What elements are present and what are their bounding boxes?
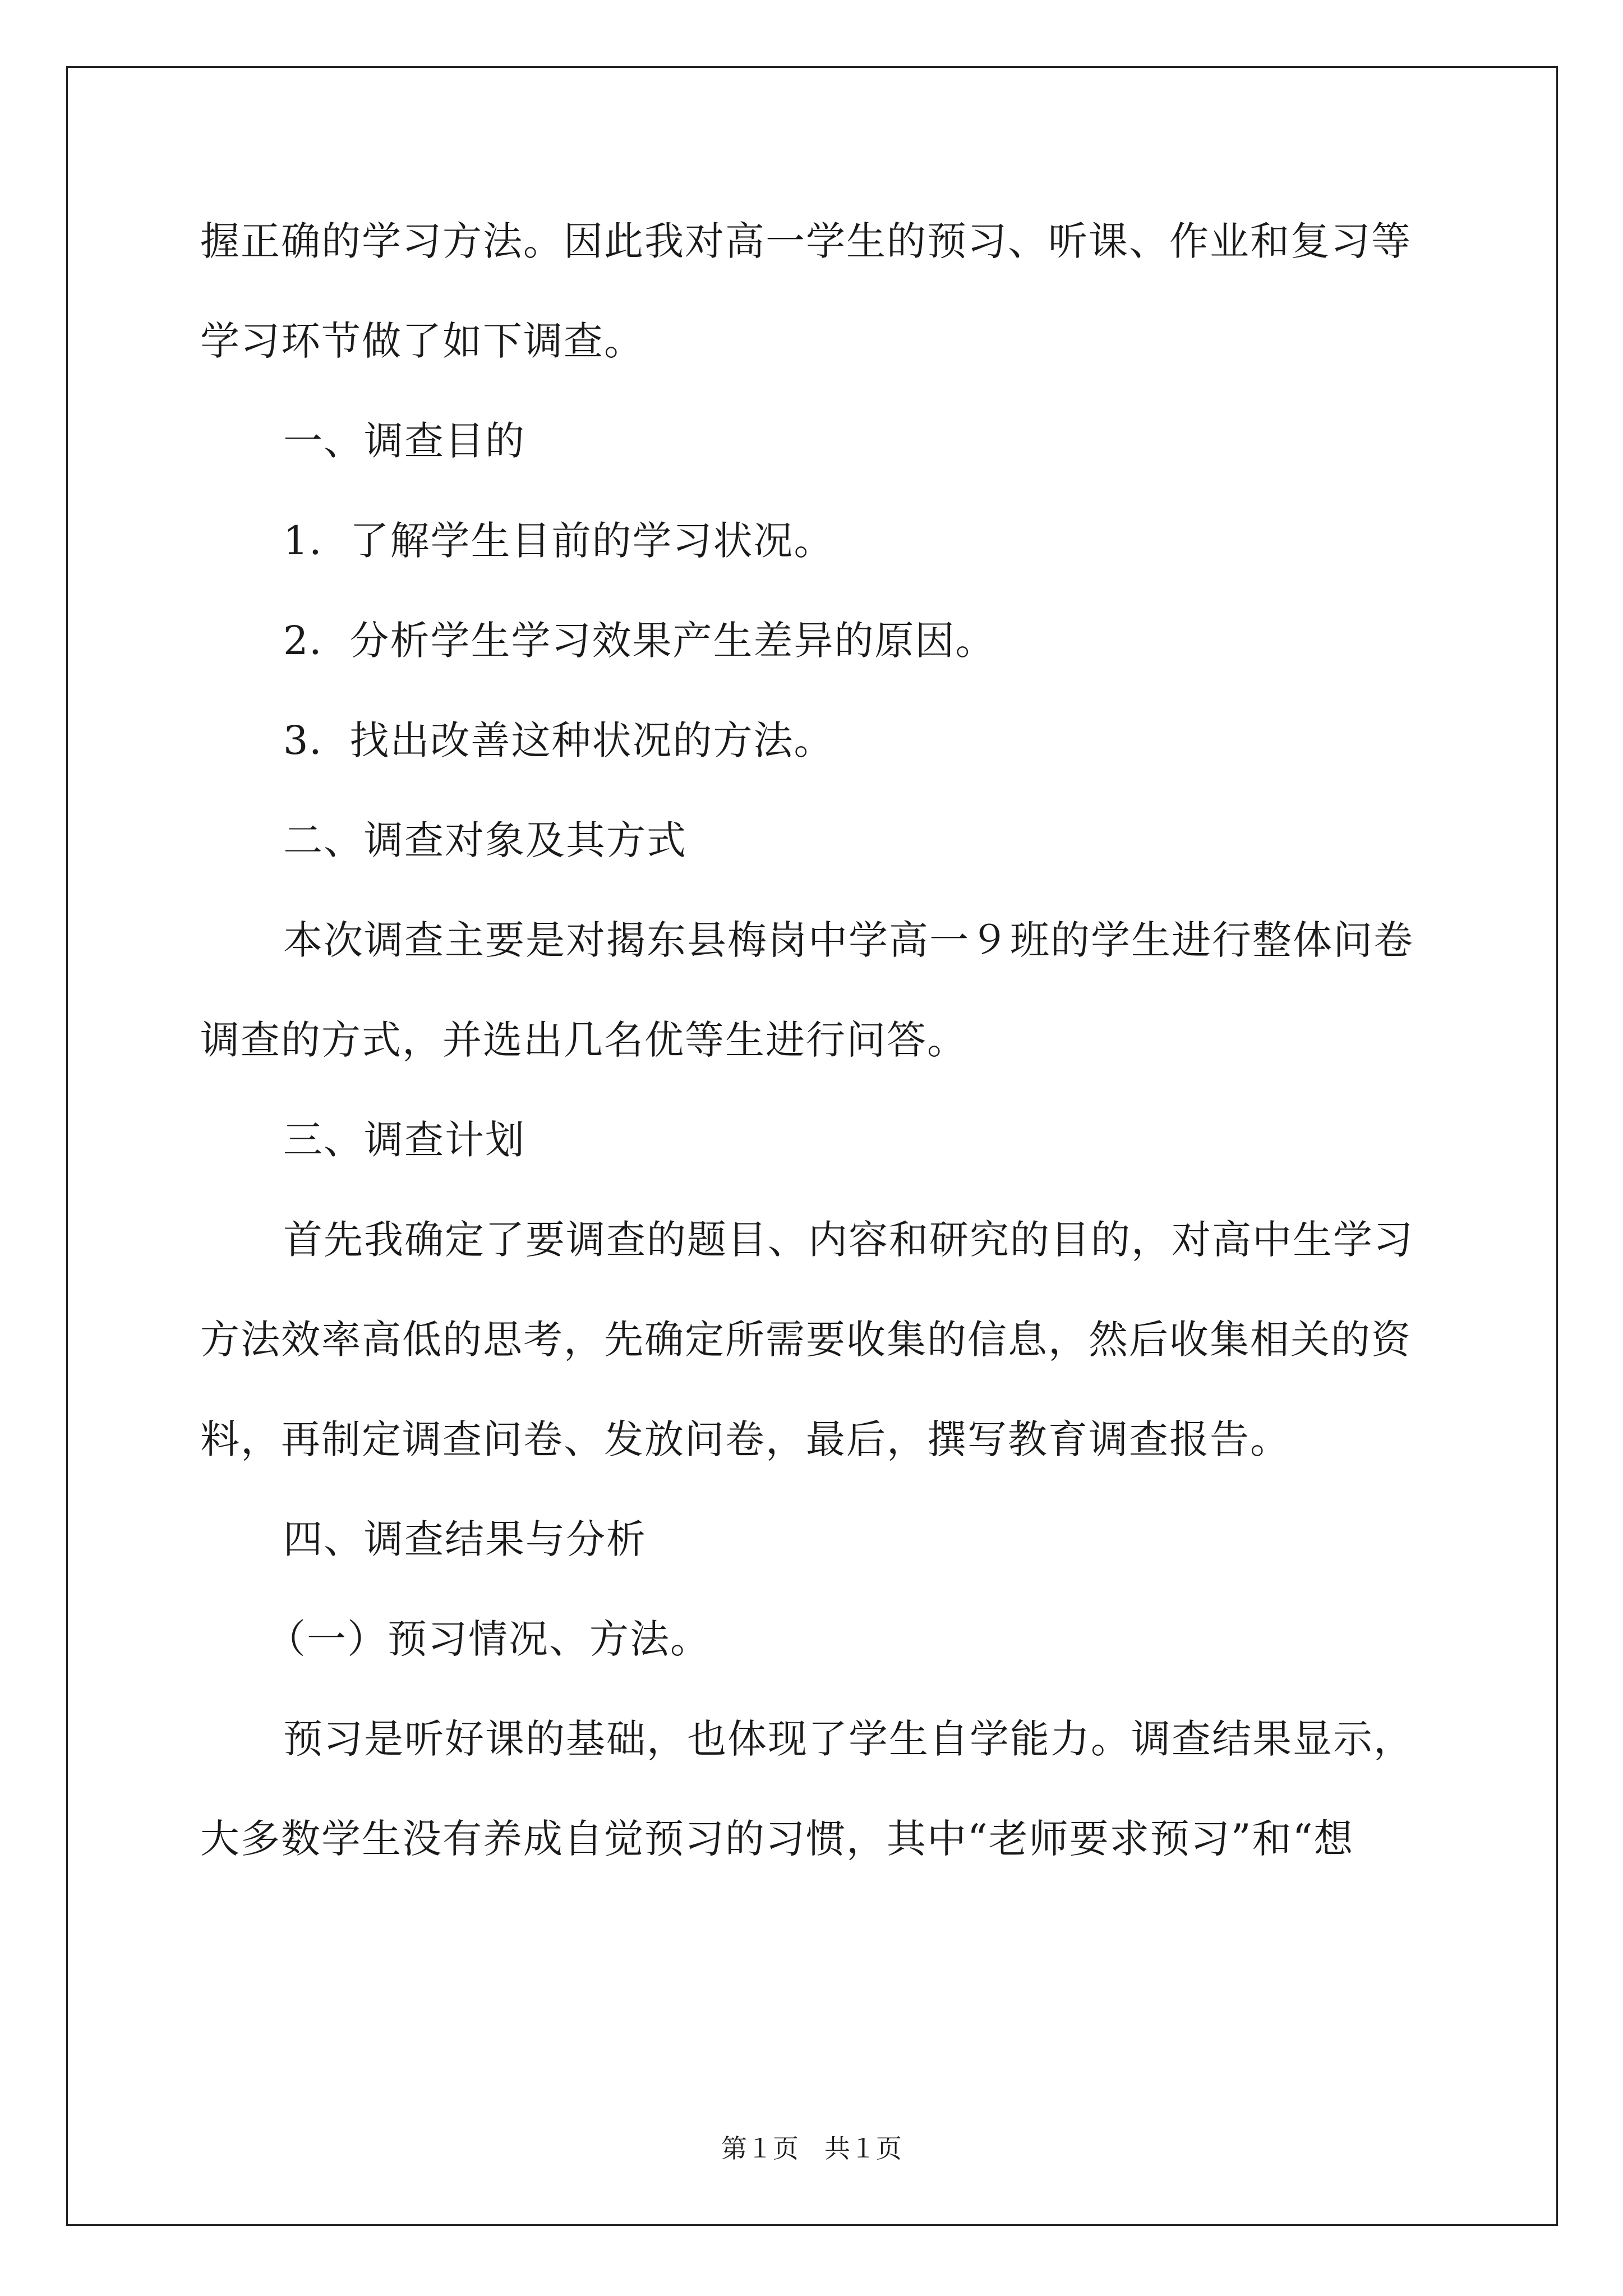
page-number-footer: 第１页 共１页 [721, 2133, 902, 2164]
list-item: 3．找出改善这种状况的方法。 [283, 717, 834, 763]
paragraph-line: 料，再制定调查问卷、发放问卷，最后，撰写教育调查报告。 [200, 1416, 1290, 1462]
subsection-heading: （一）预习情况、方法。 [266, 1616, 711, 1662]
paragraph-line: 方法效率高低的思考，先确定所需要收集的信息，然后收集相关的资 [200, 1317, 1412, 1363]
section-heading: 四、调查结果与分析 [283, 1516, 647, 1562]
paragraph-line: 预习是听好课的基础，也体现了学生自学能力。调查结果显示， [283, 1716, 1414, 1762]
paragraph-line: 本次调查主要是对揭东县梅岗中学高一９班的学生进行整体问卷 [283, 917, 1414, 963]
paragraph-line: 调查的方式，并选出几名优等生进行问答。 [200, 1017, 967, 1063]
section-heading: 三、调查计划 [283, 1117, 525, 1163]
section-heading: 一、调查目的 [283, 418, 525, 464]
section-heading: 二、调查对象及其方式 [283, 817, 687, 863]
paragraph-line: 握正确的学习方法。因此我对高一学生的预习、听课、作业和复习等 [200, 218, 1412, 264]
paragraph-line: 大多数学生没有养成自觉预习的习惯，其中“老师要求预习”和“想 [200, 1816, 1354, 1862]
list-item: 1．了解学生目前的学习状况。 [283, 518, 834, 564]
paragraph-line: 首先我确定了要调查的题目、内容和研究的目的，对高中生学习 [283, 1217, 1414, 1263]
list-item: 2．分析学生学习效果产生差异的原因。 [283, 618, 996, 664]
paragraph-line: 学习环节做了如下调查。 [200, 318, 644, 364]
document-body [200, 219, 1423, 1916]
